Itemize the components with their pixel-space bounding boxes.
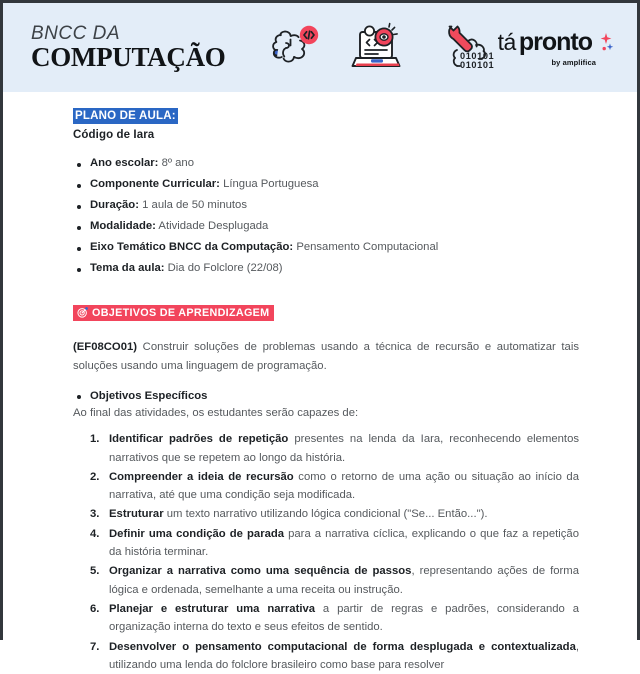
goal-bold: Compreender a ideia de recursão [109,470,294,483]
brand-line-top: BNCC DA [31,23,121,44]
svg-text:010101: 010101 [460,50,495,61]
meta-label: Eixo Temático BNCC da Computação: [90,240,294,253]
list-item [109,430,579,467]
goal-rest: , utilizando uma lenda do folclore brasileiro como base para resolver [109,640,579,671]
badge-label: OBJETIVOS DE APRENDIZAGEM [92,306,270,319]
goal-bold: Planejar e estruturar uma narrativa [109,602,316,615]
ta-pronto-logo [498,28,619,67]
meta-label: Ano escolar: [90,157,159,170]
list-item [73,221,579,233]
meta-label: Componente Curricular: [90,178,220,191]
meta-label: Duração: [90,199,139,212]
list-item [109,638,579,674]
lesson-plan-title: Código de Iara [73,129,155,142]
list-item [109,525,579,562]
logo-wordmark [498,28,613,57]
goal-bold: Desenvolver o pensamento computacional de forma desplugada e contextualizada [109,640,576,653]
skill-code: (EF08CO01) [73,341,138,354]
goal-bold: Estruturar [109,508,164,521]
logo-subtitle: by amplifica [551,58,596,67]
logo-word-pronto: pronto [518,28,592,56]
list-item [73,179,579,191]
list-item [109,600,579,637]
document-header [3,3,637,92]
target-icon [77,307,88,318]
list-item [109,468,579,505]
goal-rest: para a narrativa cíclica, explicando o que faz a repetição da história terminar. [109,527,579,559]
meta-value: Língua Portuguesa [223,178,319,191]
specific-objectives-heading: Objetivos Específicos [73,390,579,402]
goal-rest: , representando ações de forma lógica e ordenada, semelhante a uma receita ou instrução. [109,565,579,596]
section-label-plano-de-aula: PLANO DE AULA: [73,108,178,124]
laptop-eye-icon [348,17,410,79]
goal-rest: como o retorno de uma ação ou situação ao início da narrativa, até que uma condição seja modificada. [109,470,579,502]
goal-bold: Identificar padrões de repetição [109,433,289,446]
goal-rest: presentes na lenda da Iara, reconhecendo elementos narrativos que se repetem ao longo da história. [109,433,579,464]
logo-word-ta: tá [497,29,516,55]
list-item [109,562,579,599]
brand-line-bottom: COMPUTAÇÃO [31,42,226,72]
lesson-meta-list [73,158,579,274]
list-item [73,158,579,170]
header-icon-group [246,17,498,79]
list-item [73,200,579,212]
goal-rest: um texto narrativo utilizando lógica condicional ("Se... Então..."). [163,508,488,521]
plano-de-aula-section [73,106,579,141]
list-item [73,242,579,254]
specific-objectives-list [73,430,579,674]
brain-code-icon [264,17,326,79]
list-item [109,505,579,523]
meta-value: Atividade Desplugada [158,219,269,232]
goal-bold: Organizar a narrativa como uma sequência de passos [109,565,412,578]
specific-objectives-intro: Ao final das atividades, os estudantes serão capazes de: [73,407,359,420]
goal-rest: a partir de regras e padrões, considerando a organização interna do texto e seus efeitos de sentido. [109,602,579,634]
svg-text:010101: 010101 [460,59,495,70]
status-badge-objetivos [73,305,274,321]
document-body [3,92,637,674]
skill-text: Construir soluções de problemas usando a técnica de recursão e automatizar tais soluções usando uma linguagem de programação. [73,341,579,372]
goal-bold: Definir uma condição de parada [109,527,285,540]
meta-value: 8º ano [161,157,194,170]
wrench-binary-icon [432,17,494,79]
list-item [73,263,579,275]
meta-label: Modalidade: [90,219,156,232]
meta-value: Dia do Folclore (22/08) [167,261,283,274]
sparkle-icon [593,31,613,55]
meta-value: Pensamento Computacional [296,240,439,253]
meta-label: Tema da aula: [90,261,165,274]
meta-value: 1 aula de 50 minutos [142,199,247,212]
bncc-skill-paragraph [73,338,579,375]
bncc-brand-lockup [31,24,246,71]
